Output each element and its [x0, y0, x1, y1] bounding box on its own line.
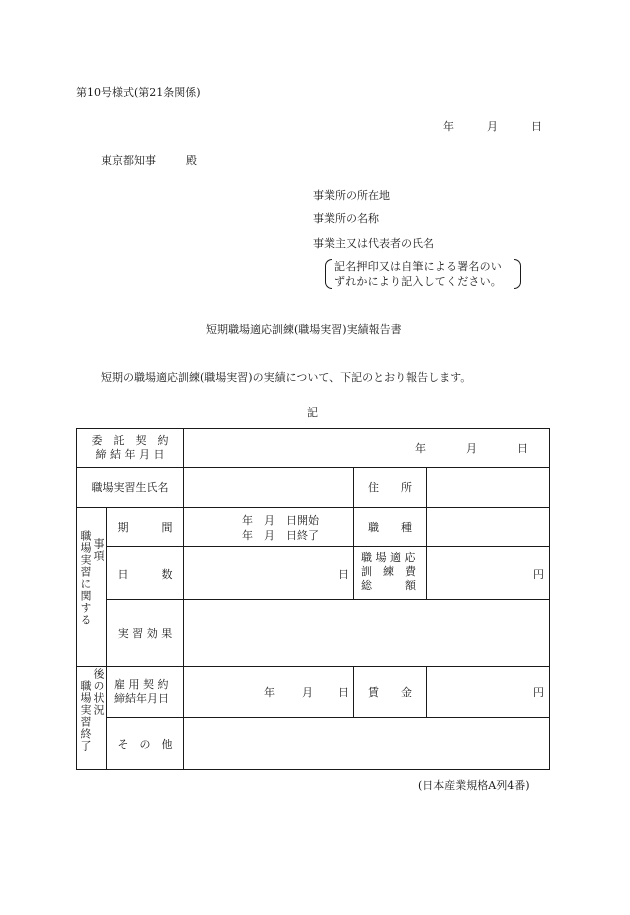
days-label: 日 数 [117, 568, 173, 581]
period-start: 年 月 日開始 [242, 514, 319, 527]
section2-label-main: 職場実習終了 [79, 680, 92, 752]
left-bracket [325, 259, 332, 289]
training-fee-label-line-3: 総 額 [361, 579, 416, 592]
employment-year: 年 [264, 686, 275, 699]
section1-label-sub: 事項 [92, 538, 105, 562]
wage-label: 賃 金 [368, 686, 412, 699]
addressee-honorific: 殿 [186, 154, 197, 167]
addressee [101, 155, 197, 166]
training-fee-label-line-2: 訓 練 費 [361, 565, 416, 578]
contract-year: 年 [415, 442, 426, 455]
office-location-label: 事業所の所在地 [313, 189, 390, 202]
address-field[interactable] [429, 470, 547, 504]
section2-label-sub: 後の状況 [92, 668, 105, 716]
date-year: 年 [443, 120, 454, 133]
address-label: 住 所 [368, 481, 412, 494]
contract-day: 日 [517, 442, 528, 455]
training-fee-label-line-1: 職 場 適 応 [361, 551, 416, 564]
office-name-label: 事業所の名称 [313, 212, 379, 225]
effect-label: 実 習 効 果 [117, 627, 173, 640]
contract-date-label-line-2: 締 結 年 月 日 [95, 448, 165, 461]
body-text: 短期の職場適応訓練(職場実習)の実績について、下記のとおり報告します。 [101, 371, 472, 384]
wage-yen: 円 [533, 686, 544, 699]
signature-note-line-2: ずれかにより記入してください。 [334, 275, 502, 288]
report-table [76, 428, 550, 770]
representative-name-label: 事業主又は代表者の氏名 [313, 237, 434, 250]
other-label: そ の 他 [117, 738, 173, 751]
section1-label-main: 職場実習に関する [79, 530, 92, 626]
trainee-name-field[interactable] [186, 470, 350, 504]
ki-heading: 記 [307, 406, 318, 419]
period-label: 期 間 [117, 521, 173, 534]
contract-month: 月 [466, 442, 477, 455]
training-fee-yen: 円 [533, 568, 544, 581]
days-unit: 日 [338, 568, 349, 581]
employment-date-label-line-2: 締結年月日 [114, 692, 169, 705]
date-day: 日 [531, 120, 542, 133]
employment-date-label-line-1: 雇 用 契 約 [114, 678, 169, 691]
other-field[interactable] [186, 720, 546, 766]
contract-date-label [84, 434, 176, 462]
date-month: 月 [487, 120, 498, 133]
occupation-label: 職 種 [368, 521, 412, 534]
paper-size-note: (日本産業規格A列4番) [418, 779, 530, 792]
contract-date-label-line-1: 委 託 契 約 [91, 434, 169, 447]
right-bracket [514, 259, 521, 289]
submission-date [443, 121, 542, 132]
period-end: 年 月 日終了 [242, 529, 319, 542]
signature-note-line-1: 記名押印又は自筆による署名のい [334, 260, 502, 273]
employment-day: 日 [338, 686, 349, 699]
addressee-name: 東京都知事 [101, 154, 156, 167]
employment-date-label [114, 678, 178, 706]
trainee-name-label: 職場実習生氏名 [91, 481, 169, 494]
employment-month: 月 [302, 686, 313, 699]
signature-note [325, 259, 521, 289]
occupation-field[interactable] [429, 510, 547, 544]
signature-note-text [334, 259, 516, 289]
document-title: 短期職場適応訓練(職場実習)実績報告書 [206, 323, 402, 336]
form-number: 第10号様式(第21条関係) [76, 86, 201, 99]
contract-date-field[interactable] [186, 430, 346, 466]
effect-field[interactable] [186, 603, 546, 663]
training-fee-label [361, 551, 423, 593]
